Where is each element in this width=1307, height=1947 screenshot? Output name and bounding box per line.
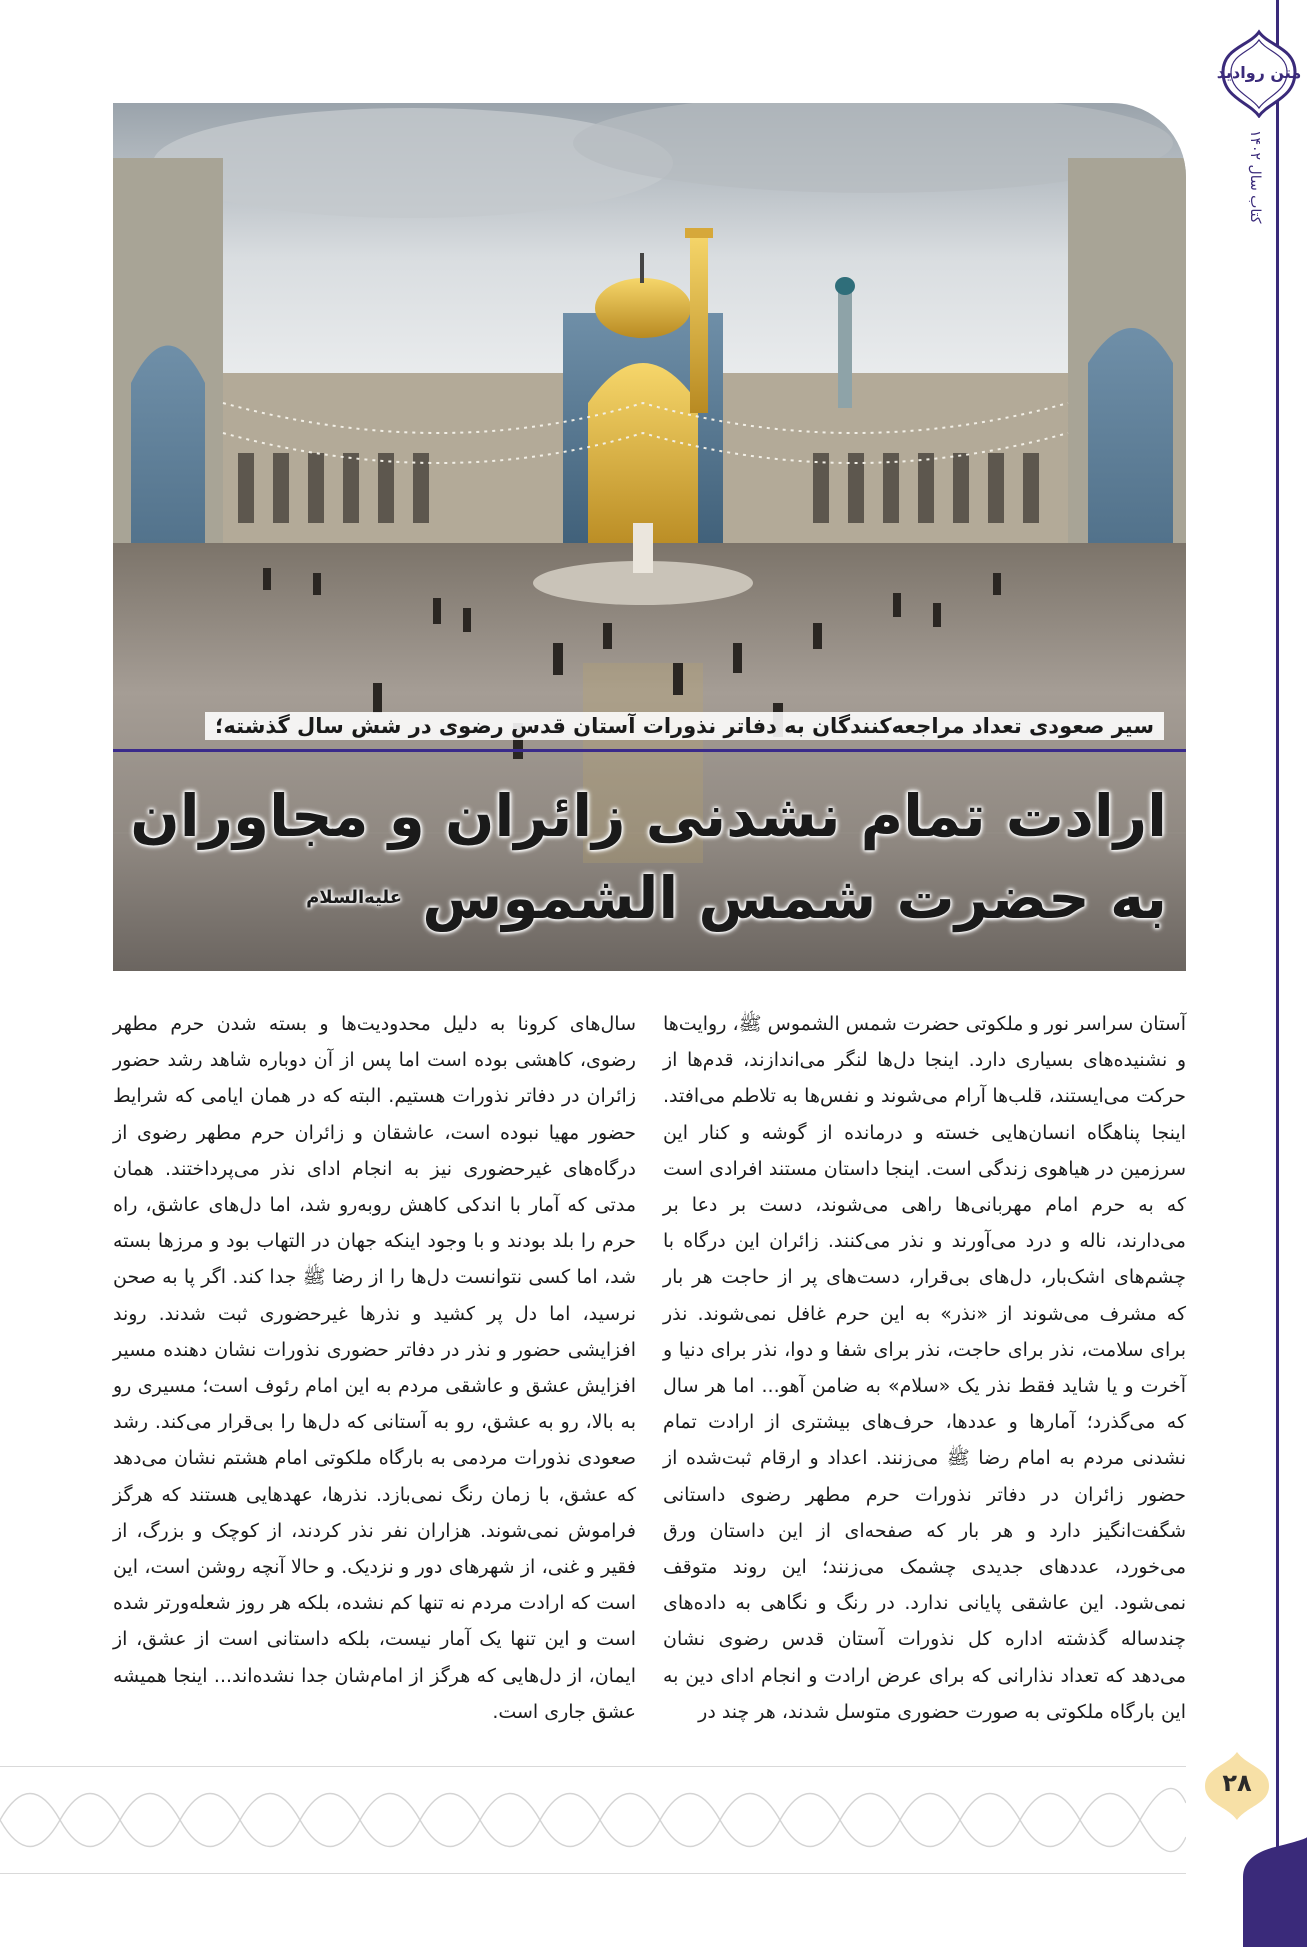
body-paragraph-left: سال‌های کرونا به دلیل محدودیت‌ها و بسته شدن حرم مطهر رضوی، کاهشی بوده است اما پس از آن دوباره شاهد رشد حضور زائران در دفاتر نذورات هستیم. البته که در همان ایامی که شرایط حضور مهیا نبوده است، عاشقان و زائران حرم مطهر رضوی از درگاه‌های غیرحضوری نیز به انجام ادای نذر می‌پرداختند. همان مدتی که آمار با اندکی کاهش روبه‌رو شد، اما دل‌های عاشق، راه حرم را بلد بودند و با وجود اینکه جهان در التهاب بود و مرزها بسته شد، اما کسی نتوانست دل‌ها را از رضا ﷺ جدا کند. اگر پا به صحن نرسید، اما دل پر کشید و نذرها غیرحضوری ثبت شدند. روند افزایشی حضور و نذر در دفاتر حضوری نذورات نشان دهنده مسیر افزایش عشق و عاشقی مردم به این امام رئوف است؛ مسیری رو به بالا، رو به عشق، رو به آستانی که دل‌ها را بی‌قرار می‌کند. رشد صعودی نذورات مردمی به بارگاه ملکوتی امام هشتم نشان می‌دهد که عشق، با زمان رنگ نمی‌بازد. نذرها، عهدهایی هستند که هرگز فراموش نمی‌شوند. هزاران نفر نذر کردند، از کوچک و بزرگ، از فقیر و غنی، از شهرهای دور و نزدیک. و حالا آنچه روشن است، این است که ارادت مردم نه تنها کم نشده، بلکه هر روز شعله‌ورتر شده است و این تنها یک آمار نیست، بلکه داستانی است از عشق، از ایمان، از دل‌هایی که هرگز از امام‌شان جدا نشده‌اند... اینجا همیشه عشق جاری است.: [113, 1013, 636, 1723]
body-column-left: [113, 1006, 636, 1726]
honorific: علیه‌السلام: [306, 887, 403, 908]
body-paragraph-right: آستان سراسر نور و ملکوتی حضرت شمس الشموس ﷺ، روایت‌ها و نشنیده‌های بسیاری دارد. اینجا دل‌ها لنگر می‌اندازند، قدم‌ها از حرکت می‌ایستند، قلب‌ها آرام می‌شوند و نفس‌ها به تلاطم می‌افتد. اینجا پناهگاه انسان‌هایی خسته و درمانده از گوشه و کنار این سرزمین در هیاهوی زندگی است. اینجا داستان مستند افرادی است که به حرم امام مهربانی‌ها راهی می‌شوند، دست بر دعا بر می‌دارند، ناله و درد می‌آورند و نذر می‌کنند. زائران این درگاه با چشم‌های اشک‌بار، دل‌های بی‌قرار، دست‌های پر از حاجت هر بار که مشرف می‌شوند از «نذر» به این حرم غافل نمی‌شوند. نذر برای سلامت، نذر برای حاجت، نذر برای شفا و دوا، نذر برای دنیا و آخرت و یا شاید فقط نذر یک «سلام» به ضامن آهو... اما هر سال که می‌گذرد؛ آمارها و عددها، حرف‌های بیشتری از ارادت تمام نشدنی مردم به امام رضا ﷺ می‌زنند. اعداد و ارقام ثبت‌شده از حضور زائران در دفاتر نذورات حرم مطهر رضوی داستانی شگفت‌انگیز دارد و هر بار که صفحه‌ای از این داستان ورق می‌خورد، عددهای جدیدی چشمک می‌زنند؛ این روند متوقف نمی‌شود. این عاشقی پایانی ندارد. در رنگ و نگاهی به داده‌های چندساله گذشته اداره کل نذورات آستان قدس رضوی نشان می‌دهد که تعداد نذارانی که برای عرض ارادت و انجام ادای دین به این بارگاه ملکوتی به صورت حضوری متوسل شدند، هر چند در: [663, 1013, 1186, 1723]
article-kicker: سیر صعودی تعداد مراجعه‌کنندگان به دفاتر نذورات آستان قدس رضوی در شش سال گذشته؛: [205, 712, 1164, 740]
corner-tab: [1243, 1837, 1307, 1947]
article-title-line-1: ارادت تمام نشدنی زائران و مجاوران: [130, 782, 1167, 850]
page-number-badge: [1203, 1750, 1271, 1822]
logo-text: متن روادید: [1217, 63, 1301, 82]
body-column-right: [663, 1006, 1186, 1726]
issue-label: کتاب سال ۱۴۰۲: [1247, 130, 1263, 224]
article-title-line-2: [267, 857, 1167, 939]
article-title: [130, 775, 1167, 939]
page-number: ۲۸: [1222, 1769, 1252, 1797]
kicker-underline: [113, 749, 1186, 752]
article-title-text: به حضرت شمس الشموس: [422, 864, 1167, 932]
magazine-logo: [1217, 28, 1301, 118]
footer-pattern: [0, 1766, 1186, 1874]
page-edge-rail: [1276, 0, 1279, 1947]
